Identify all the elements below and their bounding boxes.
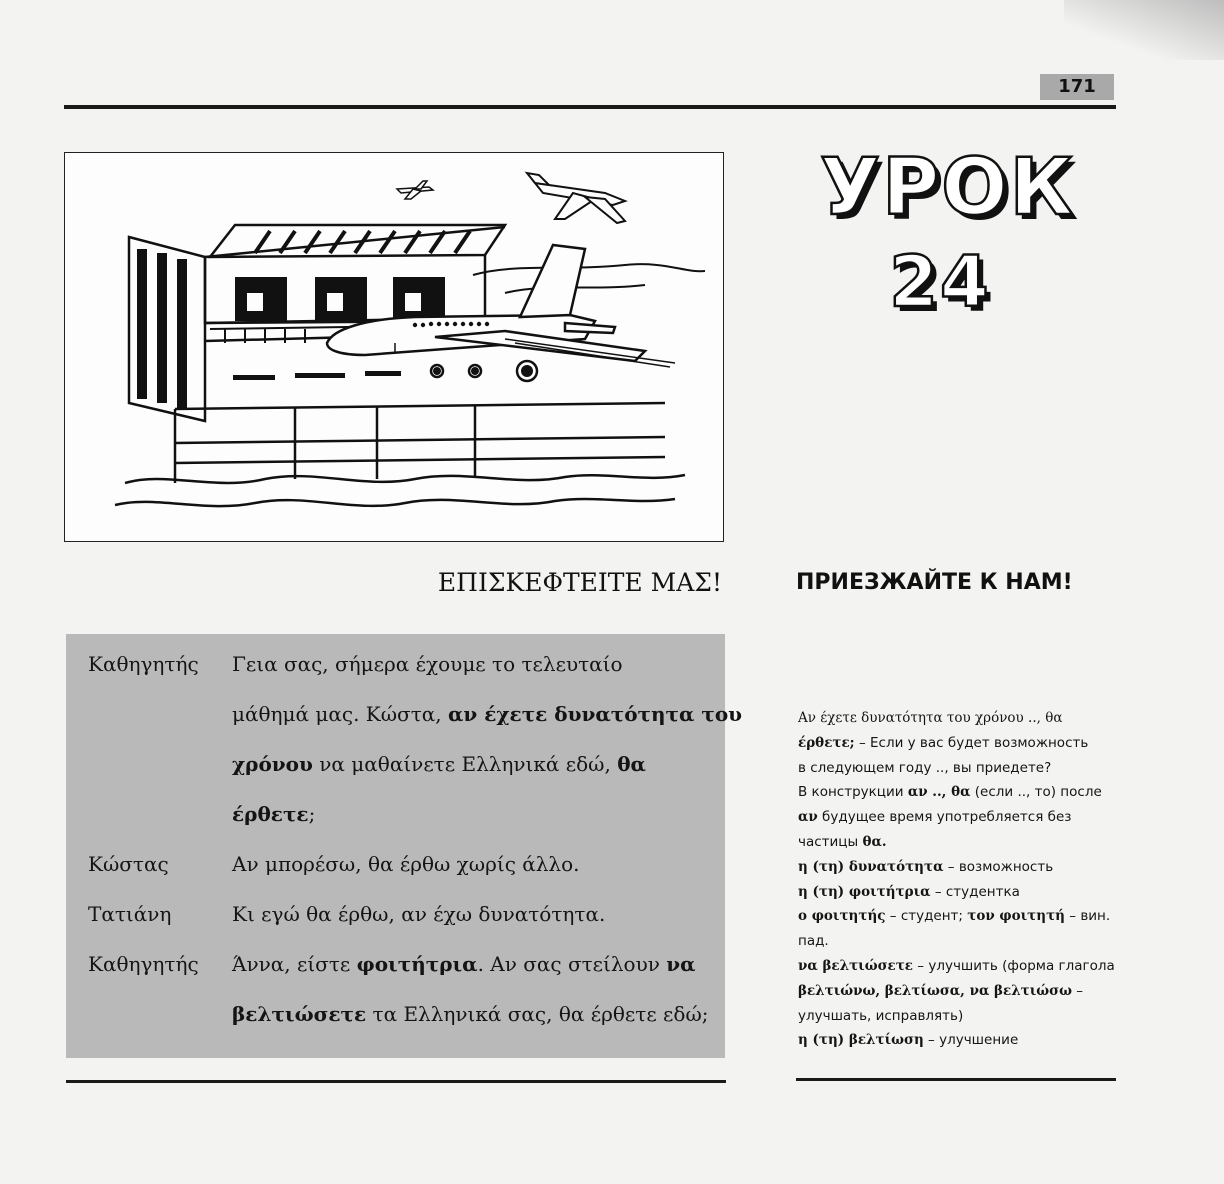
note-line: βελτιώνω, βελτίωσα, να βελτιώσω –	[798, 982, 1083, 999]
note-line: έρθετε; – Если у вас будет возможность	[798, 734, 1089, 751]
dialogue-line: Άννα, είστε φοιτήτρια. Αν σας στείλουν να	[232, 952, 696, 976]
bottom-rule-right	[796, 1078, 1116, 1081]
note-line: η (τη) βελτίωση – улучшение	[798, 1032, 1019, 1049]
dialogue-box	[66, 634, 743, 1058]
note-line: Αν έχετε δυνατότητα του χρόνου .., θα	[798, 710, 1063, 726]
page-corner-shadow	[1064, 0, 1224, 60]
lesson-word: УРОК	[820, 143, 1076, 233]
note-line: η (τη) δυνατότητα – возможность	[798, 858, 1054, 875]
note-line: να βελτιώσετε – улучшить (форма глагола	[798, 957, 1115, 974]
note-line: пад.	[798, 933, 829, 950]
airport-drawing	[65, 153, 723, 541]
top-rule	[64, 105, 1116, 109]
note-line: улучшать, исправлять)	[798, 1007, 964, 1024]
dialogue-line: χρόνου να μαθαίνετε Ελληνικά εδώ, θα	[232, 752, 646, 776]
note-line: В конструкции αν .., θα (если .., то) после	[798, 784, 1102, 801]
title-greek: ΕΠΙΣΚΕΦΤΕΙΤΕ ΜΑΣ!	[437, 568, 722, 597]
dialogue-line: έρθετε;	[232, 802, 316, 826]
speaker-label: Καθηγητής	[88, 652, 199, 676]
dialogue-line: μάθημά μας. Κώστα, αν έχετε δυνατότητα του	[232, 702, 743, 726]
bottom-rule-left	[66, 1080, 726, 1083]
note-line: αν будущее время употребляется без	[798, 809, 1072, 826]
dialogue-line: βελτιώσετε τα Ελληνικά σας, θα έρθετε εδώ;	[232, 1002, 709, 1026]
speaker-label: Καθηγητής	[88, 952, 199, 976]
page-number: 171	[1040, 74, 1114, 100]
title-russian: ПРИЕЗЖАЙТЕ К НАМ!	[796, 570, 1073, 595]
dialogue-line: Γεια σας, σήμερα έχουμε το τελευταίο	[232, 652, 623, 676]
lesson-number: 24	[889, 241, 991, 323]
speaker-label: Κώστας	[88, 852, 169, 876]
dialogue-line: Κι εγώ θα έρθω, αν έχω δυνατότητα.	[232, 902, 606, 926]
vocabulary-notes	[798, 706, 1118, 1053]
note-line: в следующем году .., вы приедете?	[798, 759, 1052, 776]
note-line: ο φοιτητής – студент; τον φοιτητή – вин.	[798, 908, 1111, 925]
airport-illustration	[64, 152, 724, 542]
note-line: частицы θα.	[798, 833, 887, 850]
note-line: η (τη) φοιτήτρια – студентка	[798, 883, 1020, 900]
speaker-label: Τατιάνη	[88, 902, 172, 926]
dialogue-line: Αν μπορέσω, θα έρθω χωρίς άλλο.	[232, 852, 580, 876]
